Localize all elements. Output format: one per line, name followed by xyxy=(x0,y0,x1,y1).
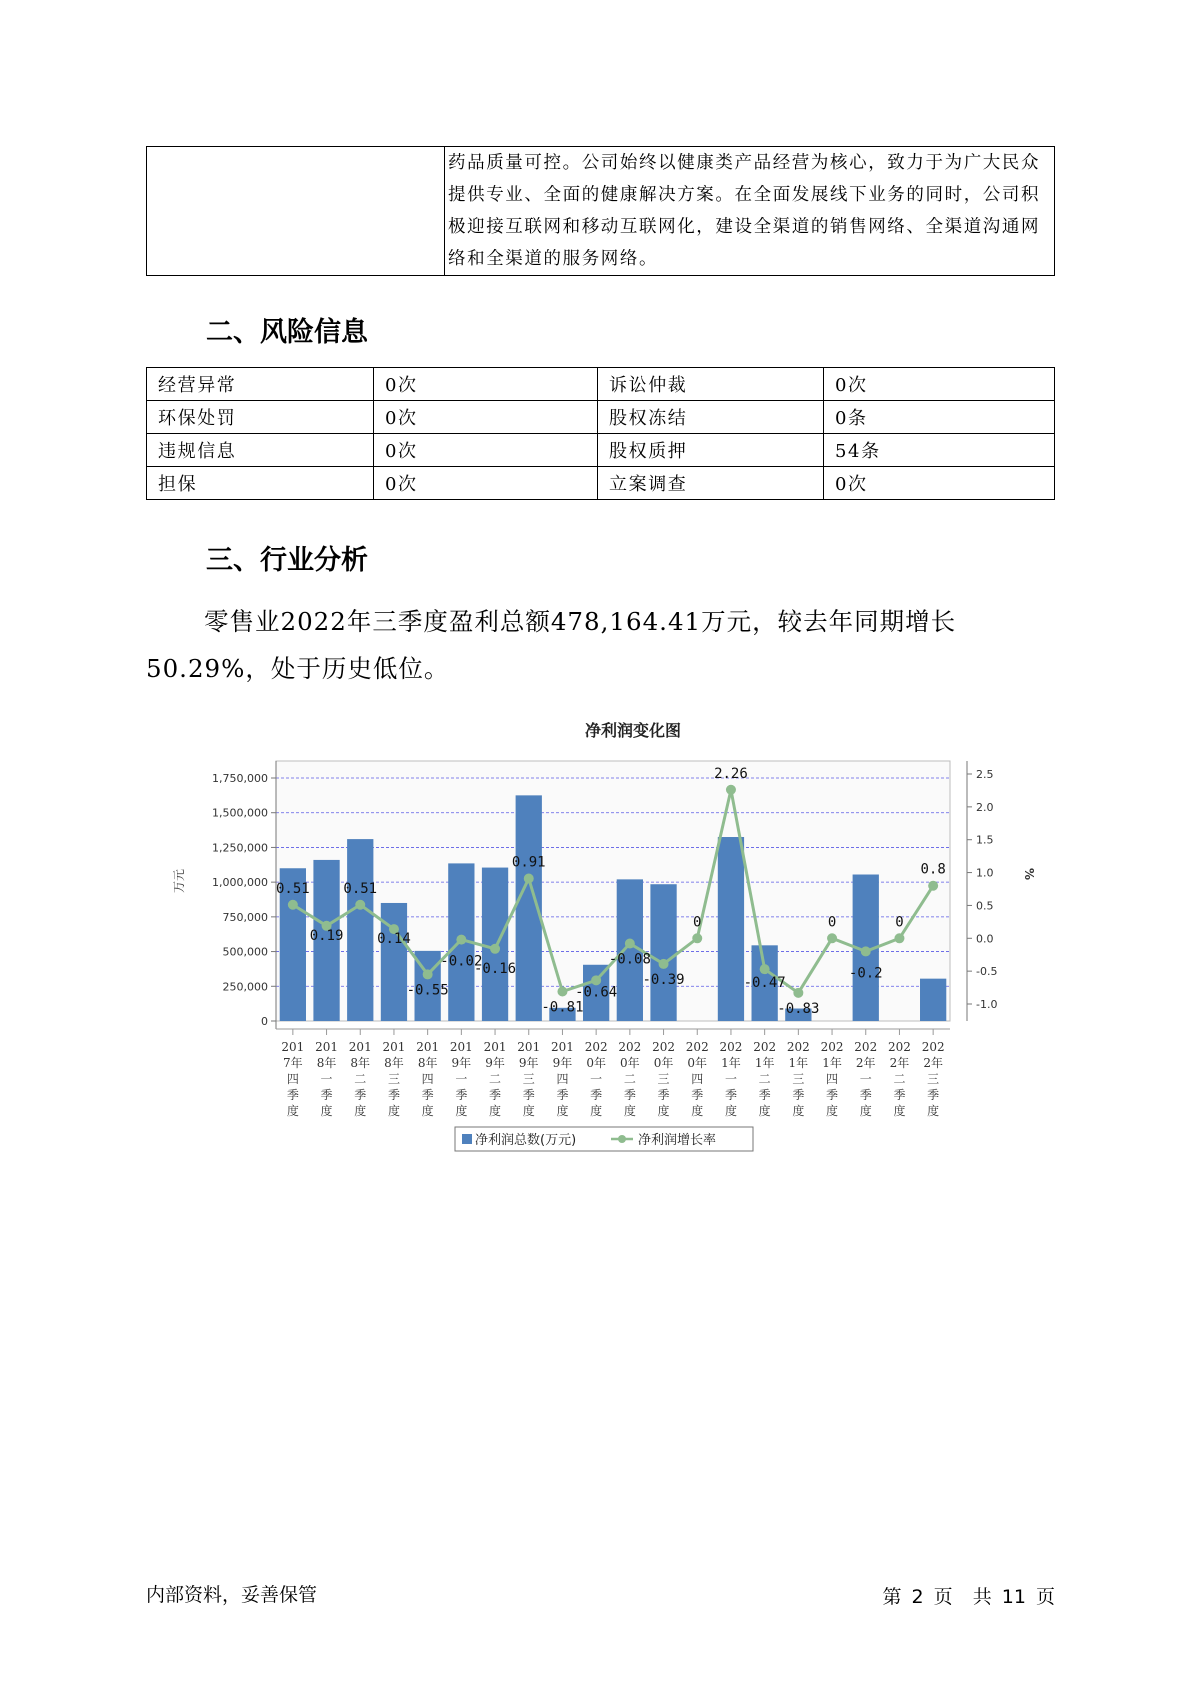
risk-value: 54条 xyxy=(824,434,1055,467)
x-tick-label: 季 xyxy=(455,1088,468,1102)
y-tick-label: 1,000,000 xyxy=(212,876,268,890)
x-tick-label: 四 xyxy=(286,1072,299,1086)
x-tick-label: 8年 xyxy=(417,1056,438,1070)
x-tick-label: 9年 xyxy=(552,1056,573,1070)
x-tick-label: 2年 xyxy=(889,1056,910,1070)
intro-label-cell xyxy=(147,147,445,276)
x-tick-label: 202 xyxy=(753,1040,777,1054)
risk-label: 经营异常 xyxy=(147,368,374,401)
data-label: 2.26 xyxy=(714,765,748,782)
x-tick-label: 度 xyxy=(792,1104,805,1118)
x-tick-label: 1年 xyxy=(754,1056,775,1070)
x-tick-label: 四 xyxy=(691,1072,704,1086)
x-tick-label: 三 xyxy=(522,1072,535,1086)
company-intro-table xyxy=(146,146,1055,276)
data-label: 0.19 xyxy=(309,927,344,944)
growth-point xyxy=(557,987,567,997)
x-tick-label: 四 xyxy=(421,1072,434,1086)
net-profit-chart xyxy=(160,710,1040,1180)
y2-tick-label: 1.0 xyxy=(976,866,994,880)
x-tick-label: 三 xyxy=(927,1072,940,1086)
data-label: 0 xyxy=(895,914,904,931)
x-tick-label: 1年 xyxy=(788,1056,809,1070)
growth-point xyxy=(288,900,298,910)
x-tick-label: 度 xyxy=(623,1104,636,1118)
x-tick-label: 度 xyxy=(522,1104,535,1118)
x-tick-label: 一 xyxy=(320,1072,333,1086)
x-tick-label: 度 xyxy=(421,1104,434,1118)
table-row xyxy=(147,368,1055,401)
x-tick-label: 季 xyxy=(927,1088,940,1102)
intro-text-cell: 药品质量可控。公司始终以健康类产品经营为核心，致力于为广大民众提供专业、全面的健康解决方案。在全面发展线下业务的同时，公司积极迎接互联网和移动互联网化，建设全渠道的销售网络、全渠道沟通网络和全渠道的服务网络。 xyxy=(445,147,1055,276)
growth-point xyxy=(659,959,669,969)
x-tick-label: 季 xyxy=(859,1088,872,1102)
x-tick-label: 四 xyxy=(556,1072,569,1086)
risk-value: 0条 xyxy=(824,401,1055,434)
x-tick-label: 季 xyxy=(489,1088,502,1102)
growth-point xyxy=(894,933,904,943)
x-tick-label: 二 xyxy=(758,1072,771,1086)
analysis-heading: 三、行业分析 xyxy=(206,545,368,576)
x-tick-label: 二 xyxy=(893,1072,906,1086)
x-tick-label: 201 xyxy=(382,1040,406,1054)
table-row xyxy=(147,467,1055,500)
x-tick-label: 度 xyxy=(590,1104,603,1118)
data-label: 0.51 xyxy=(343,880,378,897)
x-tick-label: 一 xyxy=(455,1072,468,1086)
x-tick-label: 季 xyxy=(387,1088,400,1102)
data-label: -0.02 xyxy=(440,953,483,970)
data-label: 0.14 xyxy=(377,931,411,948)
growth-point xyxy=(760,964,770,974)
legend-label-bar: 净利润总数(万元) xyxy=(475,1133,577,1148)
x-tick-label: 202 xyxy=(786,1040,810,1054)
x-tick-label: 8年 xyxy=(384,1056,404,1070)
x-tick-label: 202 xyxy=(618,1040,642,1054)
risk-label: 环保处罚 xyxy=(147,401,374,434)
x-tick-label: 201 xyxy=(517,1040,541,1054)
data-label: -0.2 xyxy=(848,965,883,982)
x-tick-label: 201 xyxy=(550,1040,574,1054)
x-tick-label: 202 xyxy=(921,1040,945,1054)
footer-confidential: 内部资料，妥善保管 xyxy=(146,1584,318,1606)
x-tick-label: 201 xyxy=(483,1040,507,1054)
x-tick-label: 季 xyxy=(354,1088,367,1102)
growth-point xyxy=(793,988,803,998)
x-tick-label: 2年 xyxy=(855,1056,876,1070)
risk-value: 0次 xyxy=(374,467,598,500)
x-tick-label: 0年 xyxy=(653,1056,674,1070)
x-tick-label: 度 xyxy=(387,1104,400,1118)
x-tick-label: 季 xyxy=(286,1088,299,1102)
data-label: 0.8 xyxy=(920,861,946,878)
y2-tick-label: 0.0 xyxy=(976,932,994,946)
x-tick-label: 季 xyxy=(623,1088,636,1102)
y2-tick-label: 0.5 xyxy=(976,899,994,913)
x-tick-label: 二 xyxy=(623,1072,636,1086)
risk-label: 立案调查 xyxy=(598,467,824,500)
x-tick-label: 202 xyxy=(584,1040,608,1054)
x-tick-label: 度 xyxy=(893,1104,906,1118)
x-tick-label: 度 xyxy=(758,1104,771,1118)
growth-point xyxy=(928,881,938,891)
x-tick-label: 度 xyxy=(691,1104,704,1118)
x-tick-label: 201 xyxy=(416,1040,440,1054)
x-tick-label: 201 xyxy=(315,1040,339,1054)
growth-point xyxy=(726,785,736,795)
risk-heading: 二、风险信息 xyxy=(206,317,368,348)
x-tick-label: 度 xyxy=(489,1104,502,1118)
x-tick-label: 0年 xyxy=(620,1056,640,1070)
x-tick-label: 季 xyxy=(724,1088,737,1102)
growth-point xyxy=(456,935,466,945)
data-label: -0.55 xyxy=(406,982,449,999)
y2-tick-label: -1.0 xyxy=(976,998,998,1011)
table-row xyxy=(147,434,1055,467)
x-tick-label: 8年 xyxy=(316,1056,337,1070)
data-label: -0.16 xyxy=(473,960,517,977)
data-label: 0.91 xyxy=(511,854,546,871)
growth-point xyxy=(355,900,365,910)
growth-point xyxy=(423,969,433,979)
data-label: -0.39 xyxy=(642,971,685,988)
x-tick-label: 9年 xyxy=(451,1056,472,1070)
legend-label-line: 净利润增长率 xyxy=(638,1133,717,1148)
x-tick-label: 季 xyxy=(320,1088,333,1102)
y-tick-label: 1,250,000 xyxy=(212,841,268,855)
x-tick-label: 季 xyxy=(758,1088,771,1102)
x-tick-label: 202 xyxy=(652,1040,676,1054)
x-tick-label: 三 xyxy=(387,1072,400,1086)
x-tick-label: 季 xyxy=(421,1088,434,1102)
x-tick-label: 季 xyxy=(657,1088,670,1102)
bar xyxy=(920,979,946,1021)
x-tick-label: 202 xyxy=(685,1040,709,1054)
x-tick-label: 三 xyxy=(792,1072,805,1086)
x-tick-label: 度 xyxy=(556,1104,569,1118)
risk-label: 股权质押 xyxy=(598,434,824,467)
x-tick-label: 二 xyxy=(489,1072,502,1086)
risk-label: 违规信息 xyxy=(147,434,374,467)
x-tick-label: 季 xyxy=(792,1088,805,1102)
legend-swatch-marker xyxy=(618,1135,626,1143)
growth-point xyxy=(625,939,635,949)
legend-swatch-bar xyxy=(462,1134,472,1144)
data-label: -0.64 xyxy=(575,984,618,1001)
x-tick-label: 201 xyxy=(348,1040,372,1054)
y-tick-label: 750,000 xyxy=(222,910,268,924)
x-tick-label: 9年 xyxy=(518,1056,539,1070)
data-label: 0 xyxy=(693,914,702,931)
y2-tick-label: 2.0 xyxy=(976,800,994,814)
x-tick-label: 季 xyxy=(590,1088,603,1102)
x-tick-label: 季 xyxy=(691,1088,704,1102)
risk-label: 股权冻结 xyxy=(598,401,824,434)
risk-value: 0次 xyxy=(374,368,598,401)
y2-tick-label: -0.5 xyxy=(976,965,998,979)
x-tick-label: 季 xyxy=(893,1088,906,1102)
x-tick-label: 1年 xyxy=(721,1056,741,1070)
x-tick-label: 四 xyxy=(826,1072,839,1086)
x-tick-label: 一 xyxy=(590,1072,603,1086)
y2-axis-label: % xyxy=(1022,867,1036,881)
y-tick-label: 1,750,000 xyxy=(212,772,268,785)
data-label: -0.47 xyxy=(743,975,786,992)
risk-value: 0次 xyxy=(824,467,1055,500)
analysis-paragraph xyxy=(146,598,1061,692)
analysis-paragraph-text: 零售业2022年三季度盈利总额478,164.41万元，较去年同期增长50.29%，处于历史低位。 xyxy=(146,607,957,683)
x-tick-label: 度 xyxy=(657,1104,670,1118)
x-tick-label: 度 xyxy=(320,1104,333,1118)
chart-title: 净利润变化图 xyxy=(584,721,682,740)
risk-value: 0次 xyxy=(824,368,1055,401)
footer-page: 第 2 页 xyxy=(882,1586,953,1608)
x-tick-label: 202 xyxy=(820,1040,844,1054)
y-tick-label: 500,000 xyxy=(222,945,268,959)
x-tick-label: 度 xyxy=(826,1104,839,1118)
risk-info-table xyxy=(146,367,1055,500)
x-tick-label: 度 xyxy=(286,1104,299,1118)
x-tick-label: 2年 xyxy=(923,1056,943,1070)
x-tick-label: 季 xyxy=(556,1088,569,1102)
x-tick-label: 一 xyxy=(724,1072,737,1086)
risk-value: 0次 xyxy=(374,401,598,434)
x-tick-label: 度 xyxy=(927,1104,940,1118)
x-tick-label: 度 xyxy=(859,1104,872,1118)
x-tick-label: 度 xyxy=(724,1104,737,1118)
growth-point xyxy=(827,933,837,943)
x-tick-label: 201 xyxy=(449,1040,473,1054)
y-tick-label: 1,500,000 xyxy=(212,806,268,820)
footer-page-number xyxy=(882,1582,1055,1609)
data-label: -0.83 xyxy=(777,1000,820,1017)
data-label: 0.51 xyxy=(275,880,310,897)
x-tick-label: 度 xyxy=(354,1104,367,1118)
bar xyxy=(650,884,676,1021)
x-tick-label: 201 xyxy=(281,1040,305,1054)
growth-point xyxy=(861,946,871,956)
x-tick-label: 0年 xyxy=(687,1056,708,1070)
y2-tick-label: 1.5 xyxy=(976,833,994,847)
x-tick-label: 8年 xyxy=(350,1056,371,1070)
bar xyxy=(347,839,373,1021)
y-tick-label: 250,000 xyxy=(222,980,268,994)
risk-value: 0次 xyxy=(374,434,598,467)
footer-total: 共 11 页 xyxy=(972,1586,1055,1608)
x-tick-label: 季 xyxy=(522,1088,535,1102)
x-tick-label: 202 xyxy=(887,1040,911,1054)
risk-label: 诉讼仲裁 xyxy=(598,368,824,401)
data-label: -0.08 xyxy=(608,951,651,968)
y-axis-label: 万元 xyxy=(172,868,186,894)
x-tick-label: 7年 xyxy=(283,1056,303,1070)
x-tick-label: 季 xyxy=(826,1088,839,1102)
growth-point xyxy=(524,873,534,883)
data-label: -0.81 xyxy=(541,999,584,1016)
data-label: 0 xyxy=(827,914,837,931)
y2-tick-label: 2.5 xyxy=(976,768,994,781)
risk-label: 担保 xyxy=(147,467,374,500)
x-tick-label: 二 xyxy=(354,1072,367,1086)
x-tick-label: 9年 xyxy=(485,1056,505,1070)
x-tick-label: 一 xyxy=(859,1072,872,1086)
x-tick-label: 度 xyxy=(455,1104,468,1118)
table-row xyxy=(147,401,1055,434)
x-tick-label: 202 xyxy=(854,1040,878,1054)
x-tick-label: 202 xyxy=(719,1040,743,1054)
x-tick-label: 1年 xyxy=(822,1056,842,1070)
growth-point xyxy=(490,944,500,954)
x-tick-label: 0年 xyxy=(586,1056,606,1070)
y-tick-label: 0 xyxy=(261,1015,268,1028)
growth-point xyxy=(692,933,702,943)
bar xyxy=(718,837,744,1021)
x-tick-label: 三 xyxy=(657,1072,670,1086)
